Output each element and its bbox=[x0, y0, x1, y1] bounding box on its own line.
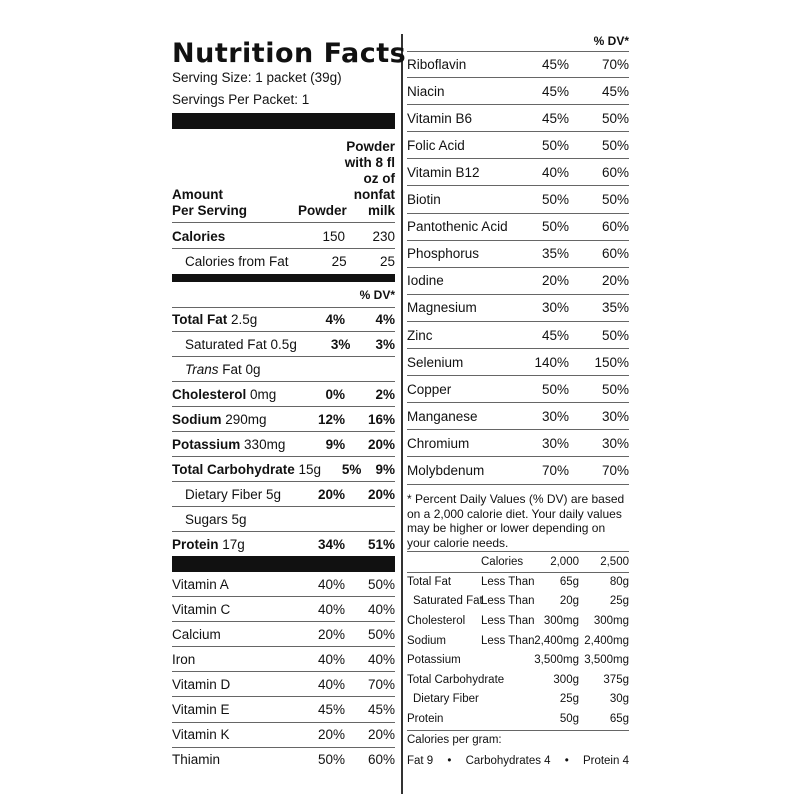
vitamin-row: Biotin 50% 50% bbox=[407, 187, 629, 214]
amount-header: Amount Per Serving bbox=[172, 187, 248, 218]
dv-table-row: Sodium Less Than 2,400mg 2,400mg bbox=[407, 634, 629, 647]
nutrient-row: Trans Fat 0g bbox=[172, 357, 395, 382]
medium-divider bbox=[172, 274, 395, 282]
dv-table-row: Protein 50g 65g bbox=[407, 712, 629, 725]
dv-table-rule bbox=[407, 730, 629, 731]
cal-per-gram-label: Calories per gram: bbox=[407, 734, 502, 746]
nutrient-row: Protein 17g 34% 51% bbox=[172, 536, 395, 552]
vitamin-row: Iron 40% 40% bbox=[172, 647, 395, 672]
vitamin-row: Vitamin K 20% 20% bbox=[172, 723, 395, 748]
vitamin-row: Vitamin C 40% 40% bbox=[172, 597, 395, 622]
dv-table-row: Saturated Fat Less Than 20g 25g bbox=[413, 595, 629, 608]
vitamin-row: Niacin 45% 45% bbox=[407, 78, 629, 105]
serving-size: Serving Size: 1 packet (39g) bbox=[172, 70, 342, 85]
vitamin-row: Iodine 20% 20% bbox=[407, 268, 629, 295]
vitamin-row: Thiamin 50% 60% bbox=[172, 752, 395, 768]
vitamin-row: Selenium 140% 150% bbox=[407, 349, 629, 376]
dv-table-row: Potassium 3,500mg 3,500mg bbox=[407, 654, 629, 667]
dv-table-row: Total Fat Less Than 65g 80g bbox=[407, 575, 629, 588]
vitamin-row: Vitamin E 45% 45% bbox=[172, 698, 395, 723]
dv-table-row: Dietary Fiber 25g 30g bbox=[413, 693, 629, 706]
vitamin-row: Vitamin D 40% 70% bbox=[172, 672, 395, 697]
dv-footnote: * Percent Daily Values (% DV) are based on a 2,000 calorie diet. Your daily values may be higher or lower depending on your calorie needs. bbox=[407, 492, 625, 550]
dv-table-row: Cholesterol Less Than 300mg 300mg bbox=[407, 614, 629, 627]
right-dv-header: % DV* bbox=[593, 34, 629, 48]
vitamin-row: Vitamin A 40% 50% bbox=[172, 572, 395, 597]
vitamin-row: Manganese 30% 30% bbox=[407, 403, 629, 430]
vitamin-row: Vitamin B6 45% 50% bbox=[407, 105, 629, 132]
vitamin-row: Zinc 45% 50% bbox=[407, 322, 629, 349]
powder-header: Powder bbox=[298, 203, 347, 218]
nutrient-row: Total Carbohydrate 15g 5% 9% bbox=[172, 457, 395, 482]
calories-from-fat-row: Calories from Fat 25 25 bbox=[185, 253, 395, 269]
cal-per-gram-row: Fat 9 • Carbohydrates 4 • Protein 4 bbox=[407, 754, 629, 767]
column-divider bbox=[401, 34, 403, 794]
vitamin-row: Magnesium 30% 35% bbox=[407, 295, 629, 322]
panel-title: Nutrition Facts bbox=[172, 38, 407, 69]
thick-divider bbox=[172, 113, 395, 129]
dv-table-row: Calories 2,000 2,500 bbox=[407, 552, 629, 573]
nutrient-row: Saturated Fat 0.5g 3% 3% bbox=[172, 332, 395, 357]
vitamin-row: Pantothenic Acid 50% 60% bbox=[407, 214, 629, 241]
vitamin-row: Molybdenum 70% 70% bbox=[407, 458, 629, 485]
nutrient-row: Potassium 330mg 9% 20% bbox=[172, 432, 395, 457]
vitamin-row: Riboflavin 45% 70% bbox=[407, 51, 629, 78]
dv-header: % DV* bbox=[172, 283, 395, 308]
thick-divider bbox=[172, 556, 395, 572]
vitamin-row: Folic Acid 50% 50% bbox=[407, 132, 629, 159]
powder-milk-header: Powder with 8 fl oz of nonfat milk bbox=[344, 139, 395, 218]
nutrient-row: Sodium 290mg 12% 16% bbox=[172, 407, 395, 432]
nutrient-row: Total Fat 2.5g 4% 4% bbox=[172, 307, 395, 332]
vitamin-row: Vitamin B12 40% 60% bbox=[407, 159, 629, 186]
nutrient-row: Cholesterol 0mg 0% 2% bbox=[172, 382, 395, 407]
header-rule bbox=[172, 222, 395, 223]
nutrient-row: Sugars 5g bbox=[172, 507, 395, 532]
nutrient-row: Dietary Fiber 5g 20% 20% bbox=[172, 482, 395, 507]
calories-row: Calories 150 230 bbox=[172, 224, 395, 249]
servings-per-packet: Servings Per Packet: 1 bbox=[172, 92, 310, 107]
vitamin-row: Chromium 30% 30% bbox=[407, 430, 629, 457]
vitamin-row: Copper 50% 50% bbox=[407, 376, 629, 403]
vitamin-row: Phosphorus 35% 60% bbox=[407, 241, 629, 268]
dv-table-row: Total Carbohydrate 300g 375g bbox=[407, 673, 629, 686]
vitamin-row: Calcium 20% 50% bbox=[172, 622, 395, 647]
